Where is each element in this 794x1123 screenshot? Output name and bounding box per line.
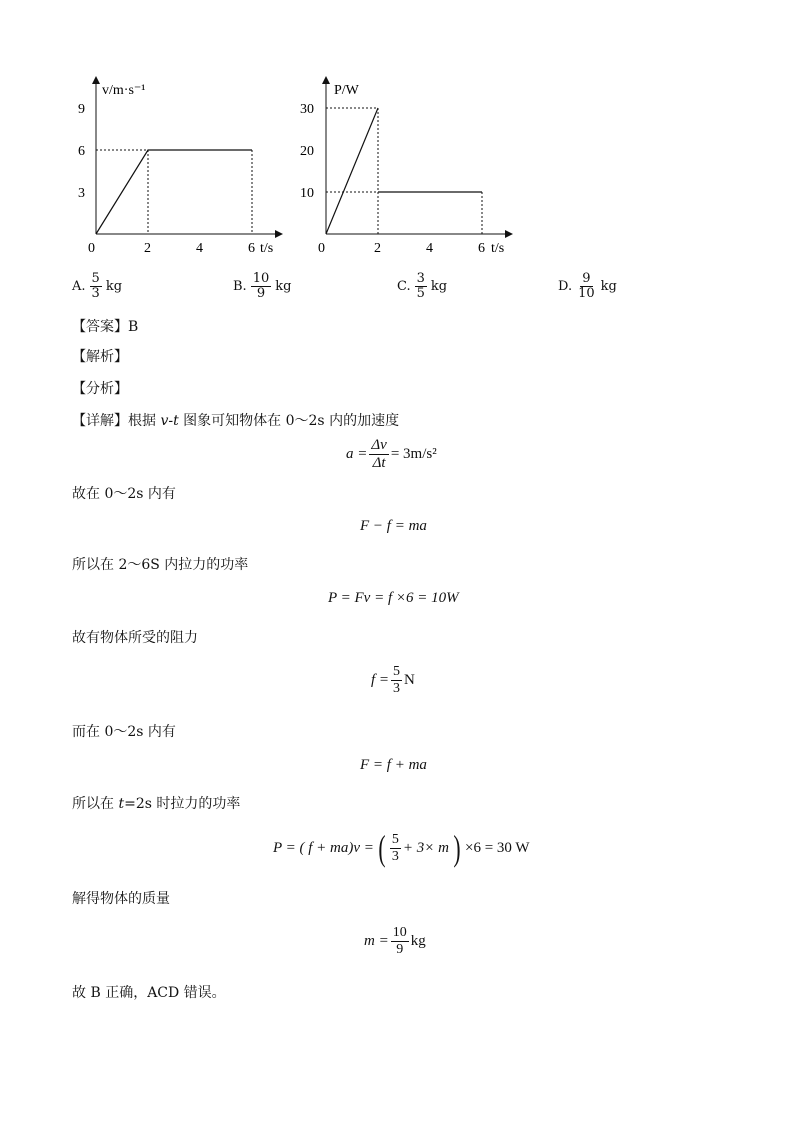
equation-power-at-2s: P = ( f + ma)v = ( $\frac{5}{3}$ + 3× m ) ×6 = 30 W — [273, 828, 530, 868]
equation-friction: f = $\frac{5}{3}$ N — [371, 664, 415, 696]
equation-mass: m = $\frac{10}{9}$ kg — [364, 925, 426, 957]
text-line-2: 故在 0～2s 内有 — [72, 486, 176, 502]
pt-x-axis-label: t/s — [491, 241, 505, 256]
vt-x-axis-label: t/s — [260, 241, 274, 256]
vt-x-tick-label: 6 — [248, 241, 255, 256]
pt-series-line — [326, 108, 378, 234]
conclusion: 故 B 正确，ACD 错误。 — [72, 985, 226, 1001]
text-line-6: 所以在 t=2s 时拉力的功率 — [72, 796, 241, 812]
pt-x-tick-label: 2 — [374, 241, 381, 256]
pt-y-tick-label: 10 — [300, 186, 314, 201]
vt-y-arrow — [92, 76, 100, 84]
pt-y-axis-label: P/W — [334, 83, 359, 98]
option-c[interactable] — [397, 272, 447, 301]
equation-force: F = f + ma — [360, 757, 427, 773]
option-letter: B. — [233, 279, 247, 294]
option-fraction: $\frac{10}{9}$ — [252, 271, 270, 301]
vt-y-axis-label: v/m·s⁻¹ — [102, 83, 146, 98]
answer-value: B — [128, 319, 139, 335]
vt-term: v-t — [160, 413, 179, 429]
pt-y-arrow — [322, 76, 330, 84]
vt-x-arrow — [275, 230, 283, 238]
answer-line — [72, 318, 138, 336]
vt-origin-label: 0 — [88, 241, 95, 256]
detail-tag: 【详解】 — [72, 413, 128, 429]
pt-x-arrow — [505, 230, 513, 238]
pt-chart — [298, 72, 523, 262]
detail-line: 【详解】根据 v-t 图象可知物体在 0～2s 内的加速度 — [72, 413, 400, 429]
vt-series-line — [96, 150, 252, 234]
vt-y-tick-label: 3 — [78, 186, 85, 201]
option-unit: kg — [275, 279, 292, 294]
option-fraction: $\frac{9}{10}$ — [578, 271, 595, 301]
equation-newton: F − f = ma — [360, 518, 427, 534]
option-a[interactable] — [72, 272, 122, 301]
vt-x-tick-label: 2 — [144, 241, 151, 256]
option-letter: D. — [558, 279, 573, 294]
option-unit: kg — [430, 279, 448, 294]
equation-acceleration: a = $\frac{\Delta v}{\Delta t}$ = 3m/s² — [346, 437, 437, 471]
pt-x-tick-label: 4 — [426, 241, 433, 256]
fenxi-heading: 【分析】 — [72, 381, 128, 397]
equation-power: P = Fv = f ×6 = 10W — [328, 590, 459, 606]
answer-tag: 【答案】 — [72, 319, 128, 335]
option-fraction: $\frac{5}{3}$ — [91, 271, 100, 301]
text-line-5: 而在 0～2s 内有 — [72, 724, 176, 740]
text-line-4: 故有物体所受的阻力 — [72, 630, 198, 646]
option-d[interactable] — [558, 272, 617, 301]
option-letter: A. — [72, 279, 86, 294]
option-unit: kg — [600, 279, 617, 294]
text-line-7: 解得物体的质量 — [72, 891, 170, 907]
vt-chart — [70, 72, 290, 262]
vt-y-tick-label: 9 — [78, 102, 85, 117]
pt-y-tick-label: 30 — [300, 102, 314, 117]
pt-origin-label: 0 — [318, 241, 325, 256]
analysis-heading: 【解析】 — [72, 349, 128, 365]
option-unit: kg — [105, 279, 123, 294]
pt-y-tick-label: 20 — [300, 144, 314, 159]
option-b[interactable] — [233, 272, 291, 301]
pt-x-tick-label: 6 — [478, 241, 485, 256]
vt-x-tick-label: 4 — [196, 241, 203, 256]
text-line-3: 所以在 2～6S 内拉力的功率 — [72, 557, 249, 573]
option-letter: C. — [397, 279, 411, 294]
option-fraction: $\frac{3}{5}$ — [416, 271, 425, 301]
vt-y-tick-label: 6 — [78, 144, 85, 159]
